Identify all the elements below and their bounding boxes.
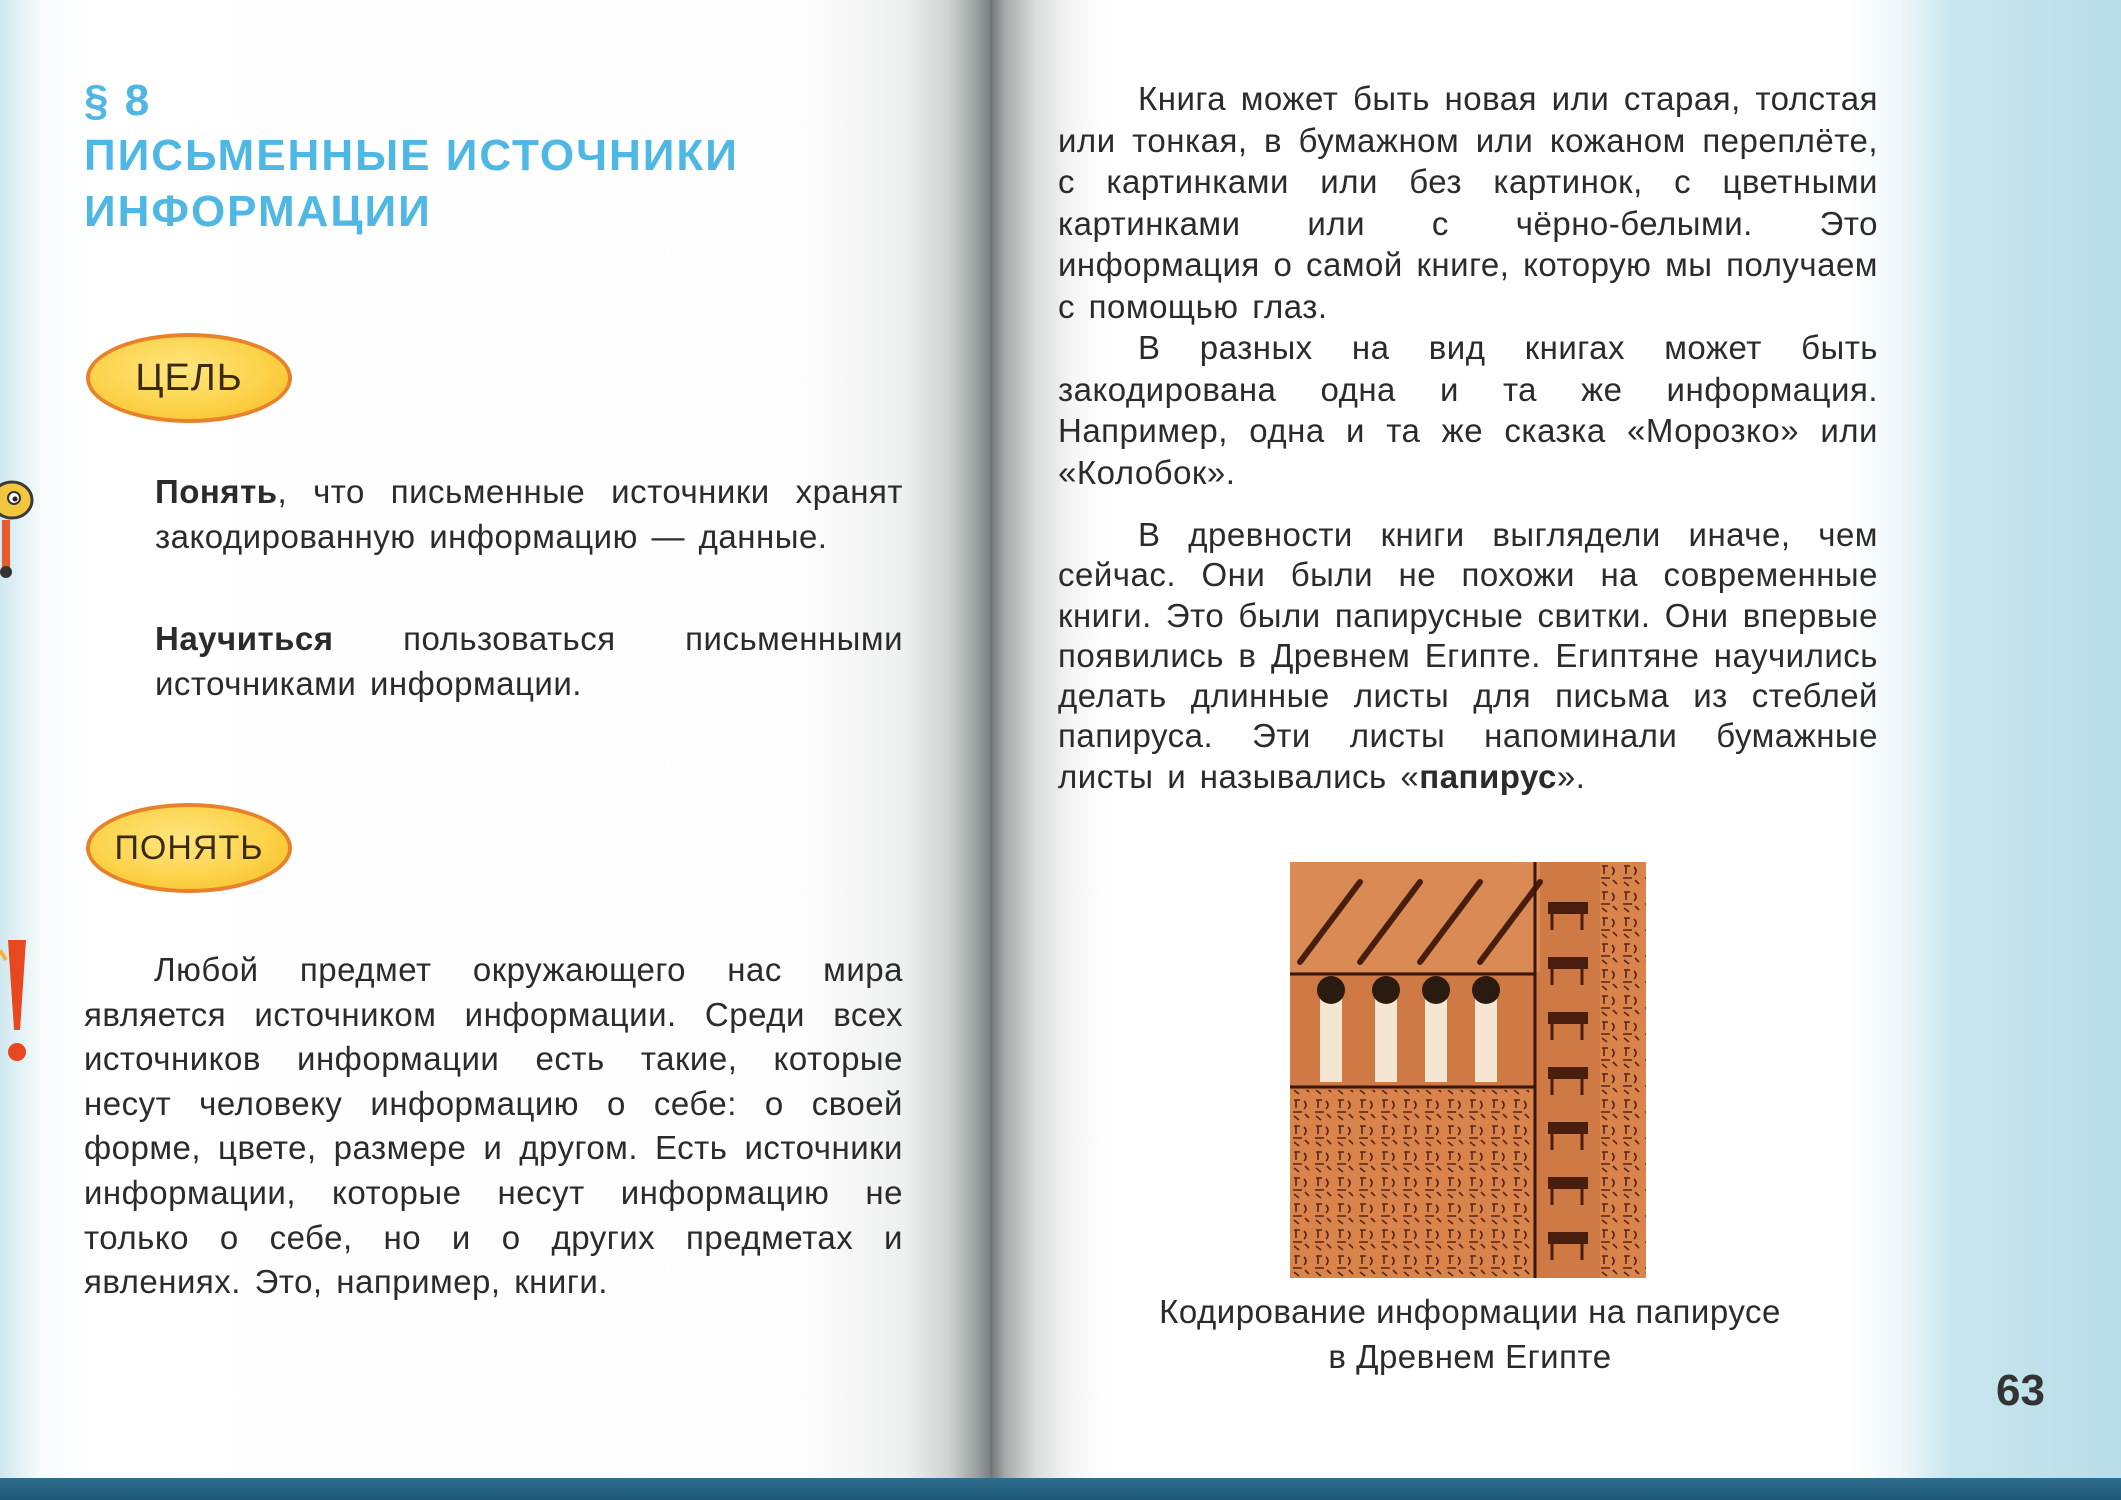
right-page-paragraph-3 — [1058, 515, 1878, 797]
image-caption-line2: в Древнем Египте — [1328, 1337, 1612, 1375]
goal-item-keyword: Научиться — [155, 620, 334, 657]
book-cover-edge — [0, 1478, 2121, 1500]
section-title-line2: ИНФОРМАЦИИ — [84, 187, 432, 236]
goal-item — [155, 617, 903, 706]
image-caption-line1: Кодирование информации на папирусе — [1159, 1293, 1781, 1330]
image-caption — [1060, 1290, 1880, 1379]
page-number: 63 — [1996, 1366, 2045, 1415]
goal-item-text: , что письменные источники хранят закодированную информацию — данные. — [155, 473, 903, 555]
egyptian-papyrus-image — [1290, 862, 1646, 1278]
goal-badge: ЦЕЛЬ — [86, 333, 292, 423]
goal-item-keyword: Понять — [155, 473, 278, 510]
left-page-paragraph: Любой предмет окружающего нас мира является источником информации. Среди всех источников информации есть такие, которые несут человеку информацию о себе: о своей форме, цвете, размере и другом. Есть источники информации, которые несут информацию не только о себе, но и о других предметах и явлениях. Это, например, книги. — [84, 951, 903, 1301]
left-page — [0, 0, 990, 1478]
section-title — [84, 128, 739, 240]
right-page-paragraph-2: В разных на вид книгах может быть закодирована одна и та же информация. Например, одна и та же сказка «Морозко» или «Колобок». — [1058, 329, 1878, 491]
understand-badge: ПОНЯТЬ — [86, 803, 292, 893]
paragraph-3-end: ». — [1556, 757, 1586, 795]
section-number: § 8 — [84, 76, 152, 125]
cartoon-character-icon — [0, 470, 34, 580]
goal-item-text: пользоваться письменными источниками информации. — [155, 620, 903, 702]
exclamation-mark-icon — [0, 930, 34, 1070]
goal-item — [155, 470, 903, 559]
paragraph-3-text: В древности книги выглядели иначе, чем сейчас. Они были не похожи на современные книги. Это были папирусные свитки. Они впервые появились в Древнем Египте. Египтяне научились делать длинные листы для письма из стеблей папируса. Эти листы напоминали бумажные листы и назывались « — [1058, 516, 1878, 795]
section-title-line1: ПИСЬМЕННЫЕ ИСТОЧНИКИ — [84, 131, 739, 180]
right-page-paragraph-1: Книга может быть новая или старая, толстая или тонкая, в бумажном или кожаном переплёте, с картинками или без картинок, с цветными картинками или с чёрно-белыми. Это информация о самой книге, которую мы получаем с помощью глаз. — [1058, 80, 1878, 325]
papyrus-term: папирус — [1419, 757, 1557, 795]
